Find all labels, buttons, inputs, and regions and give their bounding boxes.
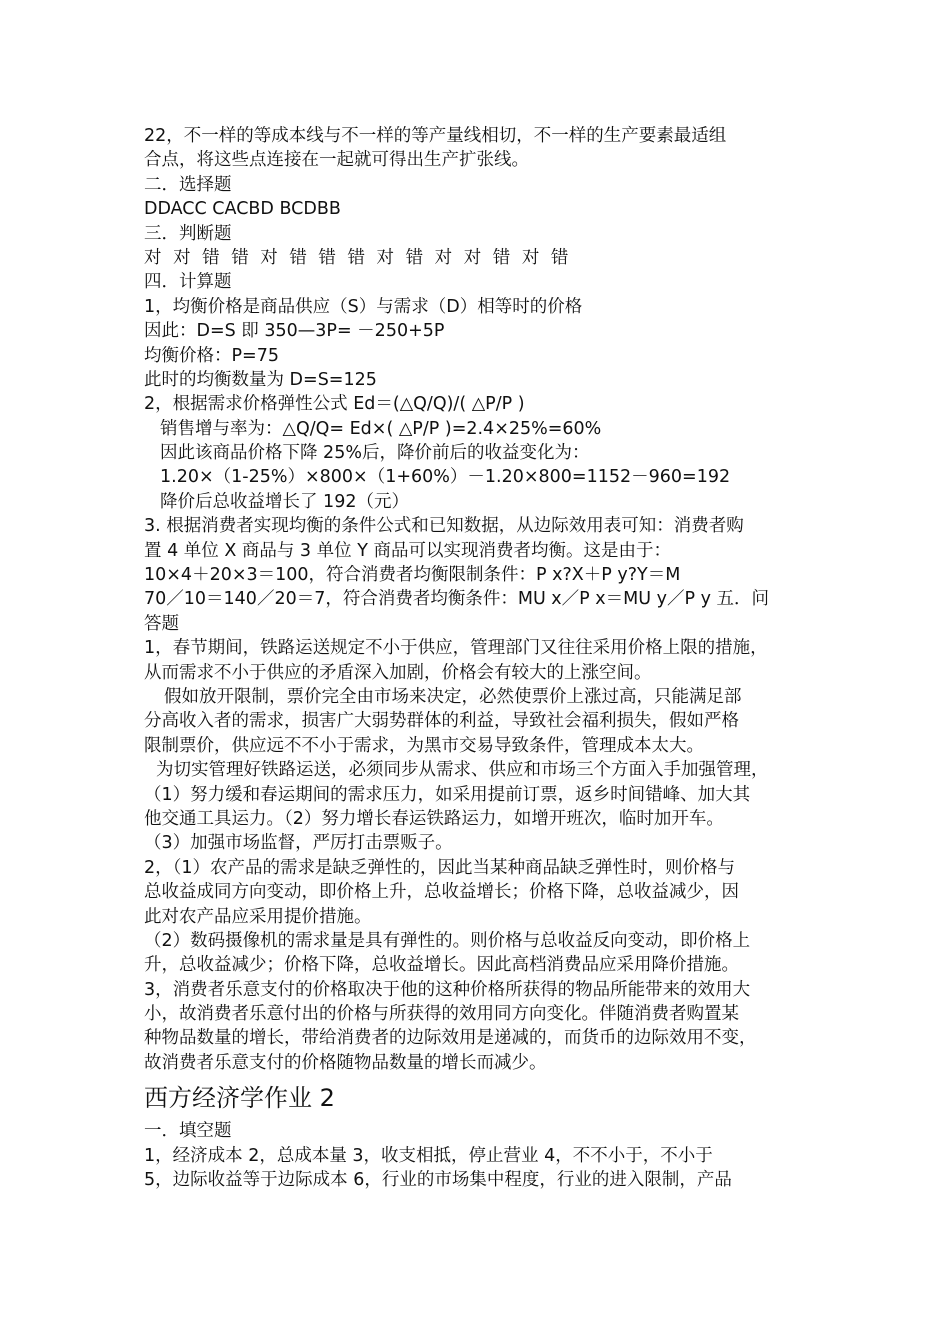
choice-answers: DDACC CACBD BCDBB bbox=[144, 199, 341, 220]
assignment-heading: 西方经济学作业 2 bbox=[144, 1084, 335, 1113]
text-line: 假如放开限制，票价完全由市场来决定，必然使票价上涨过高，只能满足部 bbox=[164, 686, 742, 707]
text-line: 降价后总收益增长了 192（元） bbox=[160, 491, 409, 512]
section-heading-calc: 四．计算题 bbox=[144, 272, 232, 293]
text-line: 合点，将这些点连接在一起就可得出生产扩张线。 bbox=[144, 150, 529, 171]
text-line: 22，不一样的等成本线与不一样的等产量线相切，不一样的生产要素最适组 bbox=[144, 126, 727, 146]
text-line: 销售增与率为：△Q/Q= Ed×( △P/P )=2.4×25%=60% bbox=[160, 418, 602, 439]
text-line: 70／10＝140／20＝7，符合消费者均衡条件：MU x／P x＝MU y／P y 五．问 bbox=[144, 589, 769, 610]
text-line: 总收益成同方向变动，即价格上升，总收益增长；价格下降，总收益减少，因 bbox=[144, 882, 739, 903]
text-line: 此时的均衡数量为 D=S=125 bbox=[144, 369, 377, 390]
text-line: 1，均衡价格是商品供应（S）与需求（D）相等时的价格 bbox=[144, 296, 583, 317]
section-heading-judge: 三．判断题 bbox=[144, 223, 232, 244]
text-line: 3，消费者乐意支付的价格取决于他的这种价格所获得的物品所能带来的效用大 bbox=[144, 979, 751, 1000]
text-line: 故消费者乐意支付的价格随物品数量的增长而减少。 bbox=[144, 1052, 547, 1073]
text-line: 因此：D=S 即 350—3P= －250+5P bbox=[144, 321, 445, 342]
section-heading-choice: 二．选择题 bbox=[144, 174, 232, 195]
judge-answers: 对 对 错 错 对 错 错 错 对 错 对 对 错 对 错 bbox=[144, 247, 572, 268]
text-line: 2，（1）农产品的需求是缺乏弹性的，因此当某种商品缺乏弹性时，则价格与 bbox=[144, 857, 736, 878]
document-body bbox=[144, 124, 834, 1192]
text-line: 为切实管理好铁路运送，必须同步从需求、供应和市场三个方面入手加强管理， bbox=[156, 760, 769, 781]
text-line: 1，经济成本 2，总成本量 3，收支相抵，停止营业 4，不不小于，不小于 bbox=[144, 1145, 713, 1166]
text-line: 此对农产品应采用提价措施。 bbox=[144, 906, 372, 927]
text-line: 2，根据需求价格弹性公式 Ed＝(△Q/Q)/( △P/P ) bbox=[144, 394, 525, 415]
text-line: （2）数码摄像机的需求量是具有弹性的。则价格与总收益反向变动，即价格上 bbox=[144, 930, 751, 951]
text-line: 3. 根据消费者实现均衡的条件公式和已知数据，从边际效用表可知：消费者购 bbox=[144, 516, 744, 537]
text-line: 答题 bbox=[144, 613, 179, 634]
text-line: 种物品数量的增长，带给消费者的边际效用是递减的，而货币的边际效用不变， bbox=[144, 1028, 757, 1049]
text-line: 1.20×（1-25%）×800×（1+60%）－1.20×800=1152－960=192 bbox=[160, 467, 731, 488]
text-line: 从而需求不小于供应的矛盾深入加剧，价格会有较大的上涨空间。 bbox=[144, 662, 652, 683]
text-line: （3）加强市场监督，严厉打击票贩子。 bbox=[144, 833, 453, 854]
text-line: 1，春节期间，铁路运送规定不小于供应，管理部门又往往采用价格上限的措施， bbox=[144, 638, 768, 659]
text-line: 5，边际收益等于边际成本 6，行业的市场集中程度，行业的进入限制，产品 bbox=[144, 1170, 732, 1191]
text-line: 因此该商品价格下降 25%后，降价前后的收益变化为： bbox=[160, 443, 590, 464]
section-heading-fill: 一．填空题 bbox=[144, 1121, 232, 1142]
text-line: 升，总收益减少；价格下降，总收益增长。因此高档消费品应采用降价措施。 bbox=[144, 955, 739, 976]
text-line: （1）努力缓和春运期间的需求压力，如采用提前订票，返乡时间错峰、加大其 bbox=[144, 784, 751, 805]
text-line: 限制票价，供应远不不小于需求，为黑市交易导致条件，管理成本太大。 bbox=[144, 735, 704, 756]
text-line: 他交通工具运力。（2）努力增长春运铁路运力，如增开班次，临时加开车。 bbox=[144, 808, 724, 829]
text-line: 10×4＋20×3＝100，符合消费者均衡限制条件：P x?X＋P y?Y＝M bbox=[144, 565, 681, 586]
text-line: 均衡价格：P=75 bbox=[144, 345, 279, 366]
text-line: 分高收入者的需求，损害广大弱势群体的利益，导致社会福利损失，假如严格 bbox=[144, 711, 739, 732]
text-line: 小，故消费者乐意付出的价格与所获得的效用同方向变化。伴随消费者购置某 bbox=[144, 1004, 739, 1025]
text-line: 置 4 单位 X 商品与 3 单位 Y 商品可以实现消费者均衡。这是由于： bbox=[144, 540, 671, 561]
